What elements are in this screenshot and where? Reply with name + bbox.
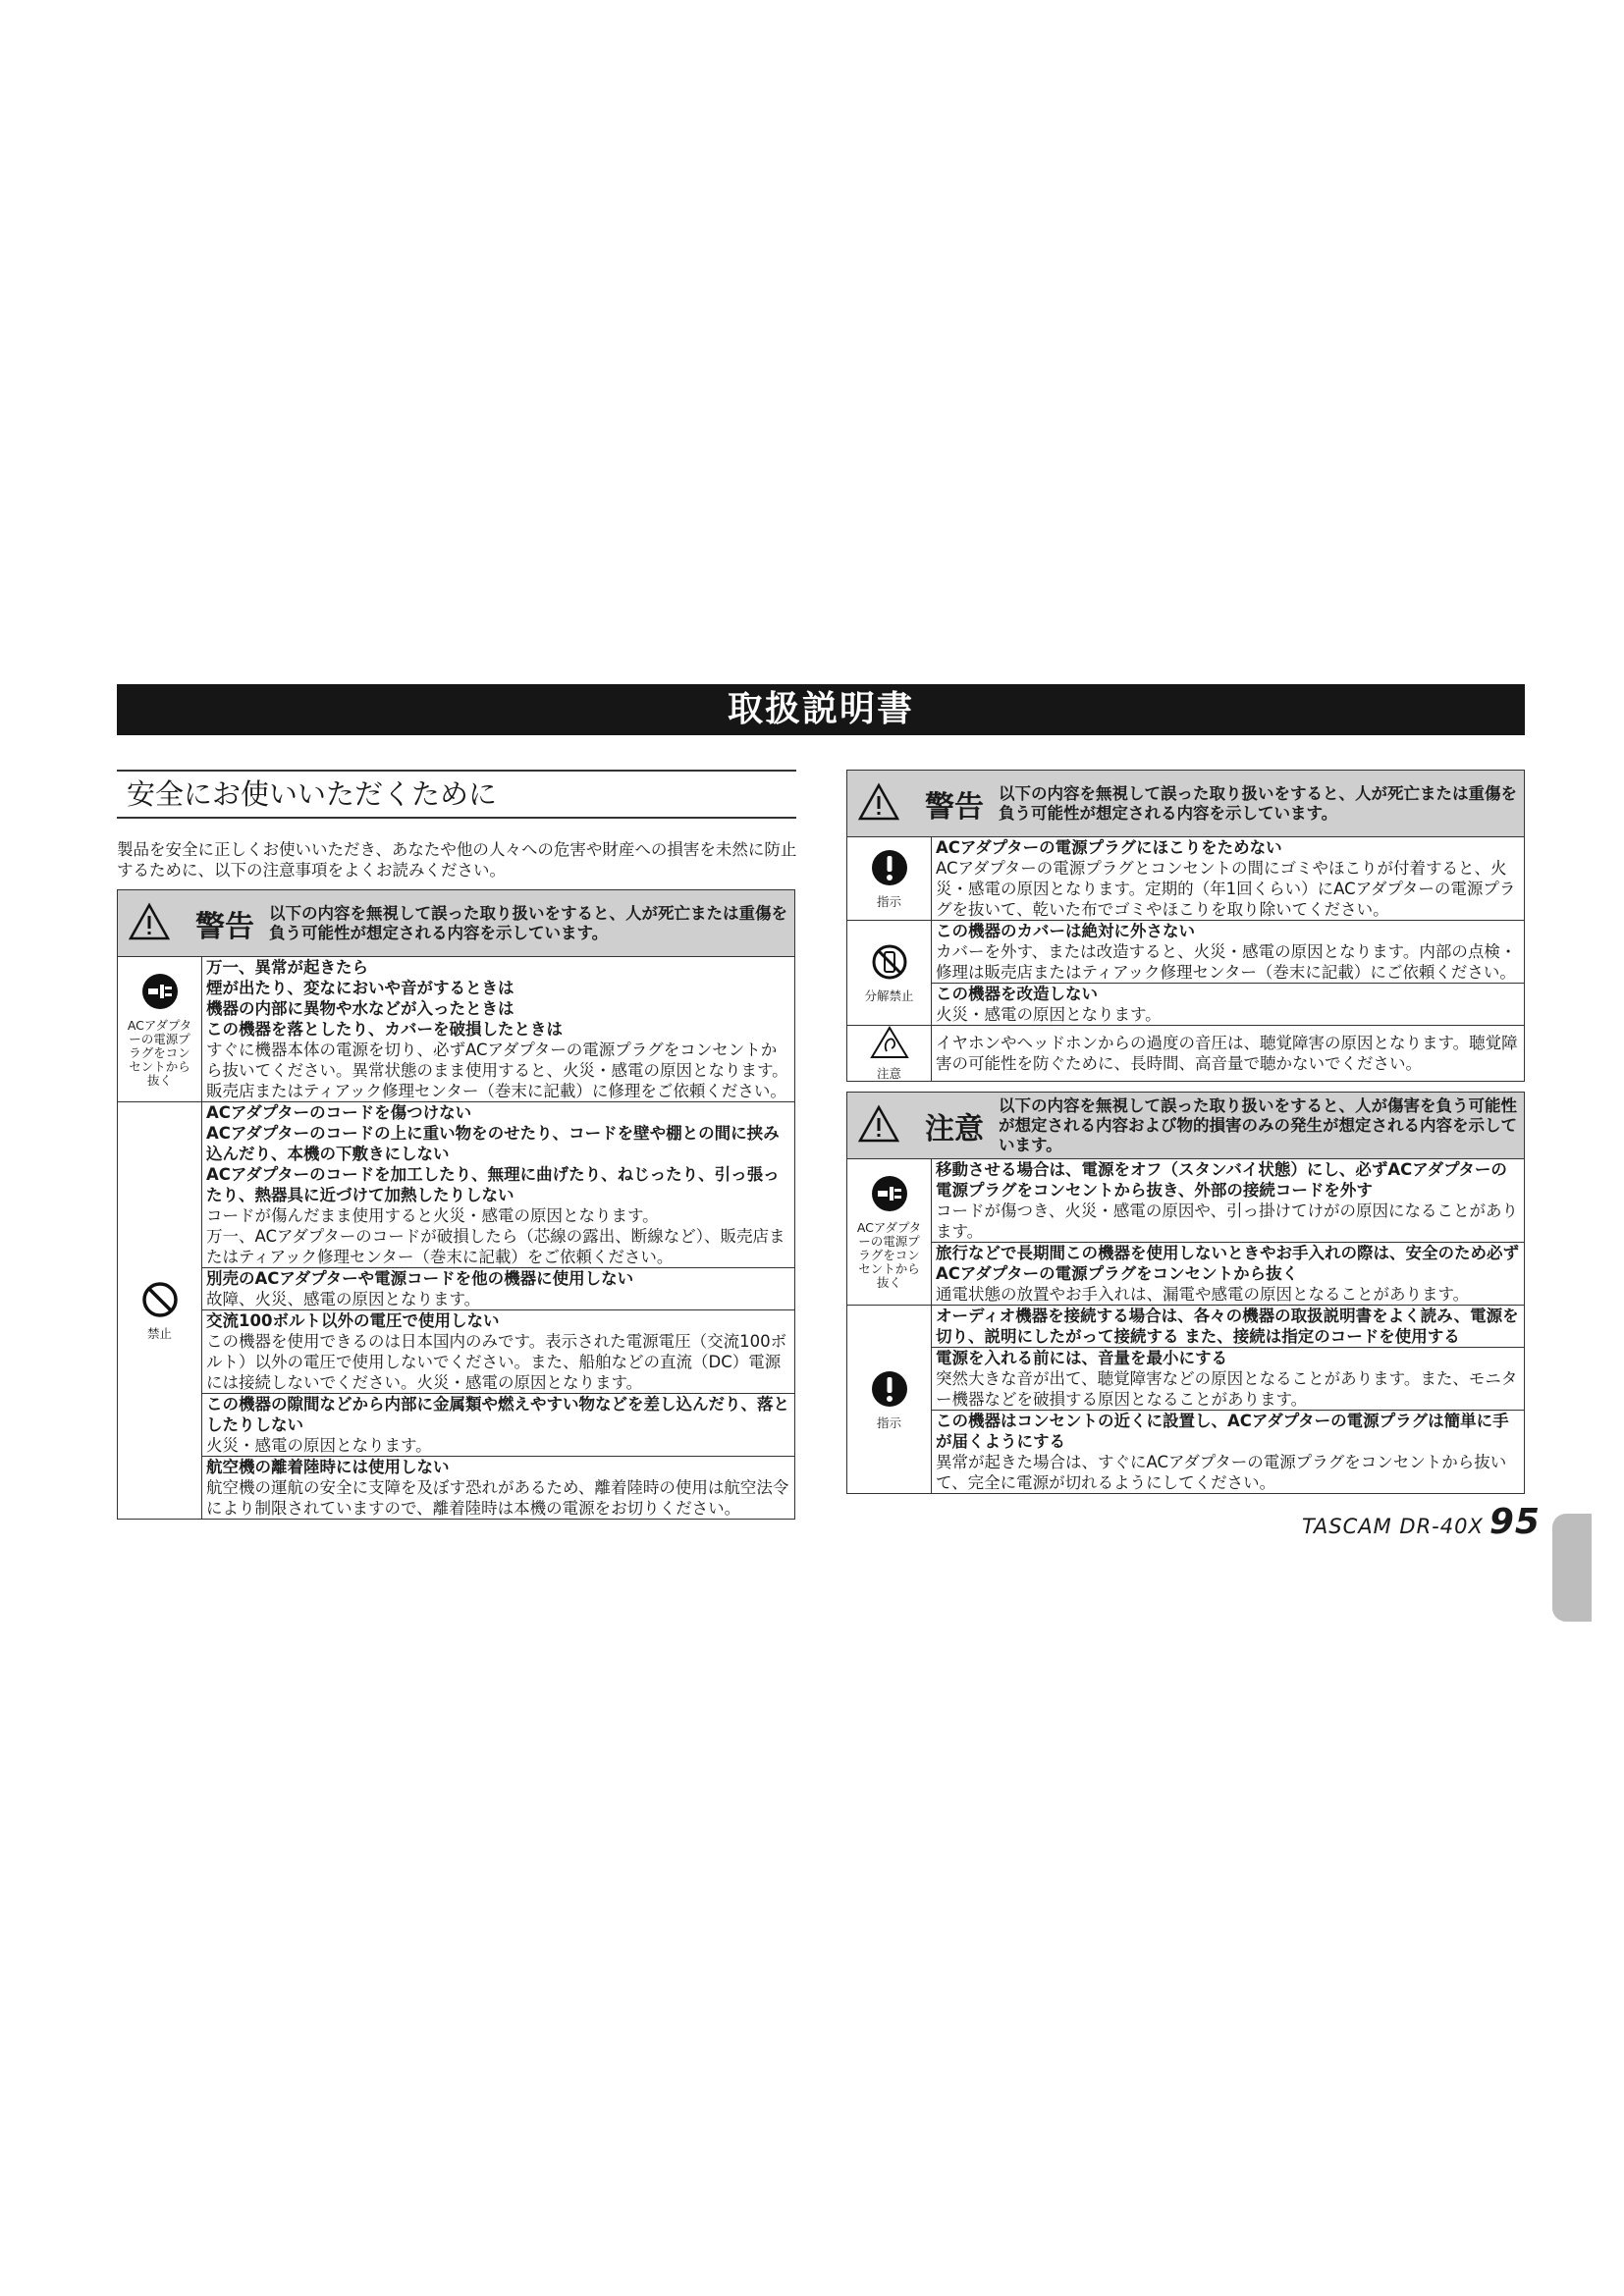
caution-item <box>932 1159 1524 1243</box>
icon-cell <box>847 837 932 921</box>
item-body: 故障、火災、感電の原因となります。 <box>206 1290 481 1308</box>
warning-word: 警告 <box>925 789 984 825</box>
footer-brand: TASCAM DR-40X <box>1302 1515 1484 1538</box>
hearing-caution-icon <box>870 1026 909 1059</box>
page-footer <box>1302 1502 1541 1542</box>
icon-label: 指示 <box>876 1415 901 1430</box>
item-heading: ACアダプターのコードの上に重い物をのせたり、コードを壁や棚との間に挟み込んだり、本機の下敷きにしない <box>206 1124 780 1163</box>
icon-cell <box>118 957 202 1102</box>
item-heading: この機器の隙間などから内部に金属類や燃えやすい物などを差し込んだり、落としたりしない <box>206 1395 789 1434</box>
warning-item <box>202 1457 794 1519</box>
warning-row-instruction <box>847 837 1525 921</box>
warning-banner <box>846 770 1525 836</box>
item-body: コードが傷んだまま使用すると火災・感電の原因となります。 <box>206 1206 659 1225</box>
caution-triangle-icon <box>847 1104 910 1148</box>
icon-label: 分解禁止 <box>864 988 914 1003</box>
item-body: 突然大きな音が出て、聴覚障害などの原因となることがあります。また、モニター機器などを破損する原因となることがあります。 <box>936 1369 1518 1409</box>
warning-item <box>932 921 1524 984</box>
item-body: 火災・感電の原因となります。 <box>206 1436 432 1455</box>
text-cell <box>202 957 795 1102</box>
item-body: 通電状態の放置やお手入れは、漏電や感電の原因となることがあります。 <box>936 1285 1470 1304</box>
prohibited-icon <box>140 1280 180 1319</box>
warning-row-unplug <box>118 957 795 1102</box>
item-heading: この機器はコンセントの近くに設置し、ACアダプターの電源プラグは簡単に手が届くようにする <box>936 1412 1509 1451</box>
unplug-icon <box>870 1174 909 1213</box>
item-heading: 電源を入れる前には、音量を最小にする <box>936 1349 1227 1367</box>
side-tab <box>1552 1514 1592 1622</box>
warning-desc: 以下の内容を無視して誤った取り扱いをすると、人が死亡または重傷を負う可能性が想定される内容を示しています。 <box>269 903 787 942</box>
warning-row-prohibited <box>118 1102 795 1520</box>
item-heading: ACアダプターの電源プラグにほこりをためない <box>936 838 1282 857</box>
item-body: この機器を使用できるのは日本国内のみです。表示された電源電圧（交流100ボルト）以外の電圧で使用しないでください。また、船舶などの直流（DC）電源には接続しないでください。火災・感電の原因となります。 <box>206 1332 787 1392</box>
caution-banner <box>846 1092 1525 1158</box>
instruction-icon <box>870 848 909 887</box>
caution-word: 注意 <box>925 1111 984 1147</box>
right-column <box>846 770 1525 1494</box>
left-warning-column <box>117 889 795 1520</box>
item-body: 万一、ACアダプターのコードが破損したら（芯線の露出、断線など）、販売店またはティアック修理センター（巻末に記載）をご依頼ください。 <box>206 1227 785 1266</box>
icon-label: ACアダプターの電源プラグをコンセントから抜く <box>856 1220 922 1290</box>
icon-cell <box>118 1102 202 1520</box>
icon-cell <box>847 1159 932 1306</box>
icon-label: 指示 <box>876 894 901 909</box>
warning-item <box>932 984 1524 1025</box>
text-cell <box>932 837 1525 921</box>
item-heading: 航空機の離着陸時には使用しない <box>206 1458 450 1476</box>
warning-table <box>846 836 1525 1082</box>
warning-triangle-icon <box>118 902 181 945</box>
warning-item <box>202 1268 794 1310</box>
caution-row-unplug <box>847 1159 1525 1306</box>
page-number: 95 <box>1489 1502 1541 1542</box>
item-heading: 移動させる場合は、電源をオフ（スタンバイ状態）にし、必ずACアダプターの電源プラグをコンセントから抜き、外部の接続コードを外す <box>936 1160 1507 1200</box>
no-disassembly-icon <box>870 942 909 982</box>
item-heading: 煙が出たり、変なにおいや音がするときは <box>206 979 514 997</box>
icon-label: 注意 <box>876 1066 901 1081</box>
item-body: 販売店またはティアック修理センター（巻末に記載）に修理をご依頼ください。 <box>206 1082 786 1100</box>
caution-item <box>932 1411 1524 1493</box>
warning-banner <box>117 889 795 956</box>
item-heading: ACアダプターのコードを傷つけない <box>206 1103 472 1122</box>
item-heading: この機器のカバーは絶対に外さない <box>936 922 1195 940</box>
icon-label: ACアダプターの電源プラグをコンセントから抜く <box>127 1017 192 1088</box>
instruction-icon <box>870 1369 909 1409</box>
item-heading: オーディオ機器を接続する場合は、各々の機器の取扱説明書をよく読み、電源を切り、説明にしたがって接続する また、接続は指定のコードを使用する <box>936 1307 1519 1346</box>
icon-label: 禁止 <box>146 1326 172 1341</box>
item-heading: 別売のACアダプターや電源コードを他の機器に使用しない <box>206 1269 634 1288</box>
item-heading: ACアダプターのコードを加工したり、無理に曲げたり、ねじったり、引っ張ったり、熱器具に近づけて加熱したりしない <box>206 1165 780 1204</box>
icon-cell <box>847 1026 932 1082</box>
item-body: 異常が起きた場合は、すぐにACアダプターの電源プラグをコンセントから抜いて、完全に電源が切れるようにしてください。 <box>936 1453 1507 1492</box>
item-body: 航空機の運航の安全に支障を及ぼす恐れがあるため、離着陸時の使用は航空法令により制限されていますので、離着陸時は本機の電源をお切りください。 <box>206 1478 789 1518</box>
warning-desc: 以下の内容を無視して誤った取り扱いをすると、人が死亡または重傷を負う可能性が想定される内容を示しています。 <box>999 783 1517 823</box>
item-body: コードが傷つき、火災・感電の原因や、引っ掛けてけがの原因になることがあります。 <box>936 1201 1519 1241</box>
text-cell <box>932 1159 1525 1306</box>
caution-item <box>932 1306 1524 1348</box>
warning-row-hearing <box>847 1026 1525 1082</box>
warning-item <box>202 1102 794 1268</box>
icon-cell <box>847 1306 932 1494</box>
item-heading: 交流100ボルト以外の電圧で使用しない <box>206 1311 500 1330</box>
item-body: 火災・感電の原因となります。 <box>936 1005 1162 1024</box>
item-body: ACアダプターの電源プラグとコンセントの間にゴミやほこりが付着すると、火災・感電の原因となります。定期的（年1回くらい）にACアダプターの電源プラグを抜いて、乾いた布でゴミやほこりを取り除いてください。 <box>936 859 1516 919</box>
item-body: カバーを外す、または改造すると、火災・感電の原因となります。内部の点検・修理は販売店またはティアック修理センター（巻末に記載）にご依頼ください。 <box>936 942 1517 982</box>
caution-desc: 以下の内容を無視して誤った取り扱いをすると、人が傷害を負う可能性が想定される内容および物的損害のみの発生が想定される内容を示しています。 <box>999 1095 1517 1154</box>
section-heading: 安全にお使いいただくために <box>117 770 796 819</box>
warning-word: 警告 <box>195 909 254 944</box>
item-body: イヤホンやヘッドホンからの過度の音圧は、聴覚障害の原因となります。聴覚障害の可能性を防ぐために、長時間、高音量で聴かないでください。 <box>936 1034 1518 1073</box>
warning-item <box>202 1310 794 1394</box>
text-cell <box>932 921 1525 1026</box>
warning-table <box>117 956 795 1520</box>
text-cell <box>202 1102 795 1520</box>
warning-triangle-icon <box>847 782 910 826</box>
warning-item <box>202 1394 794 1457</box>
unplug-icon <box>140 972 180 1011</box>
item-body: すぐに機器本体の電源を切り、必ずACアダプターの電源プラグをコンセントから抜いてください。異常状態のまま使用すると、火災・感電の原因となります。 <box>206 1041 788 1080</box>
icon-cell <box>847 921 932 1026</box>
caution-table <box>846 1158 1525 1494</box>
caution-row-instruction <box>847 1306 1525 1494</box>
item-heading: 機器の内部に異物や水などが入ったときは <box>206 999 514 1018</box>
text-cell <box>932 1306 1525 1494</box>
caution-item <box>932 1348 1524 1411</box>
item-heading: この機器を落としたり、カバーを破損したときは <box>206 1020 563 1039</box>
item-heading: 万一、異常が起きたら <box>206 958 368 977</box>
intro-text: 製品を安全に正しくお使いいただき、あなたや他の人々への危害や財産への損害を未然に防止するために、以下の注意事項をよくお読みください。 <box>117 840 797 880</box>
warning-row-no-disassembly <box>847 921 1525 1026</box>
item-heading: この機器を改造しない <box>936 985 1098 1003</box>
item-heading: 旅行などで長期間この機器を使用しないときやお手入れの際は、安全のため必ずACアダプターの電源プラグをコンセントから抜く <box>936 1244 1519 1283</box>
page-title: 取扱説明書 <box>117 684 1525 735</box>
text-cell <box>932 1026 1525 1082</box>
caution-item <box>932 1243 1524 1305</box>
